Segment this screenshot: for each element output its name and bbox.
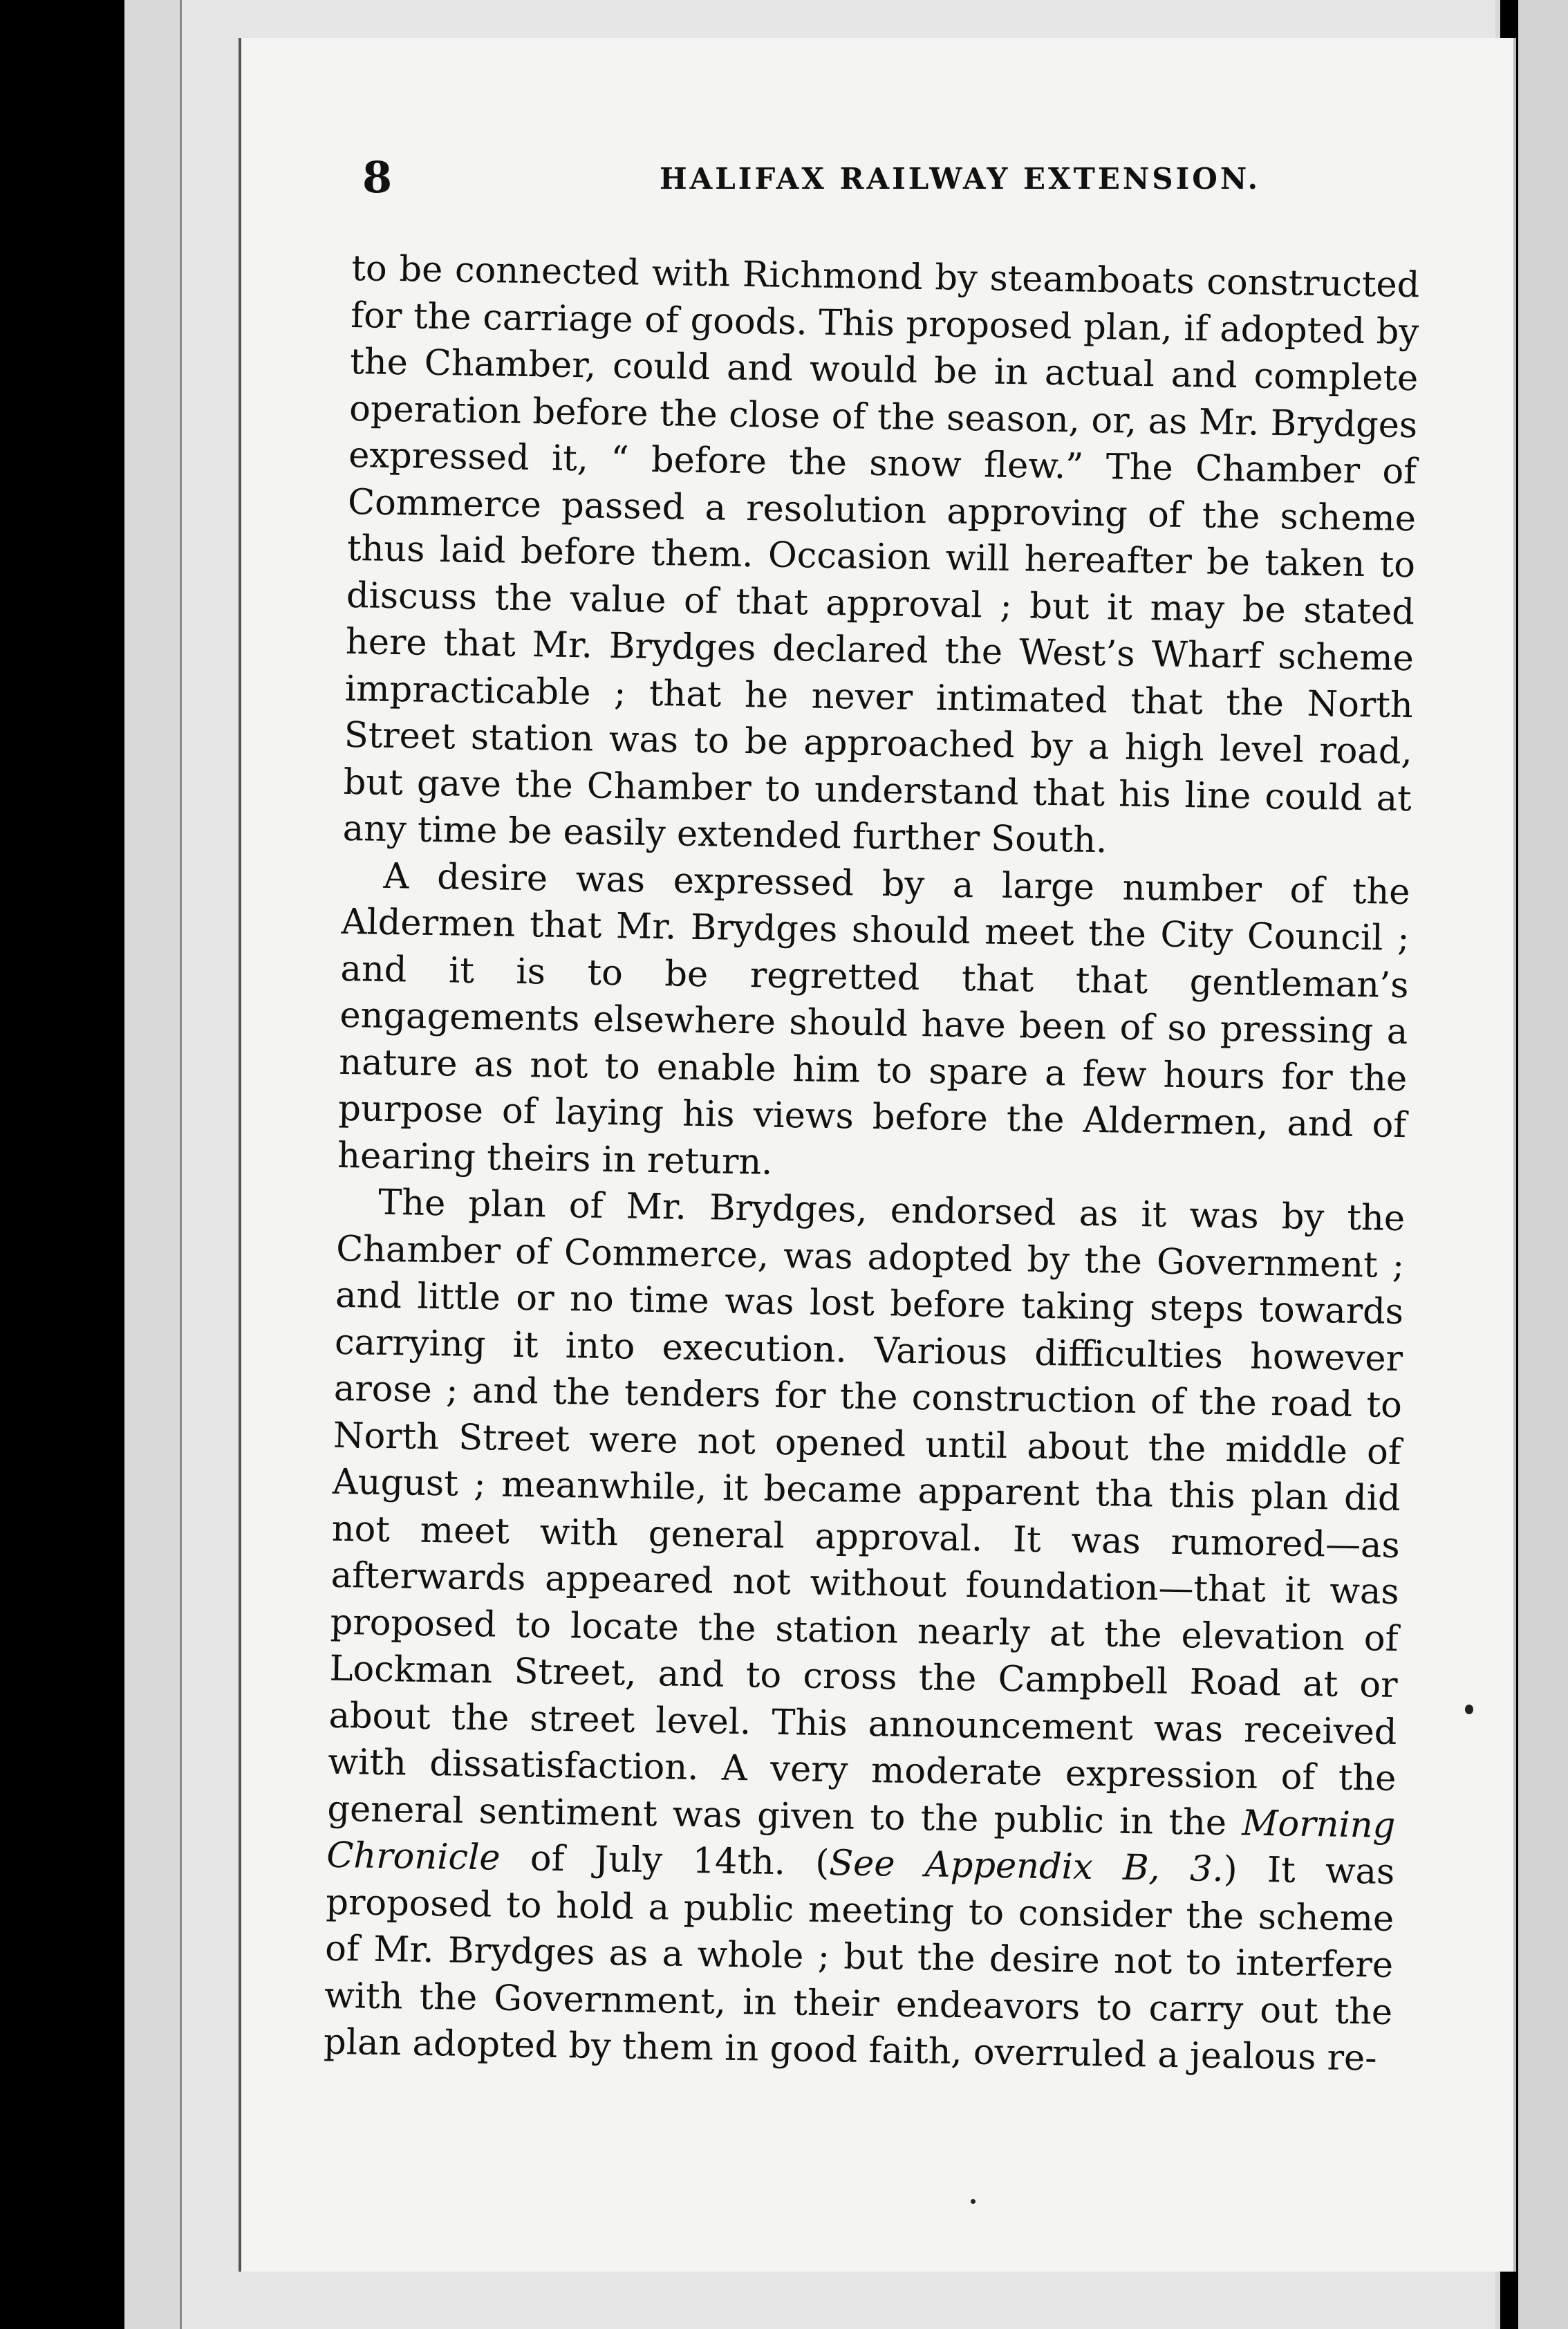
- paragraph-2: A desire was expressed by a large number of the Aldermen that Mr. Brydges should meet the City Council ; and it is to be regretted that that gentleman’s engagements elsewhere should have been of so pressing a nature as not to enable him to spare a few hours for the purpose of laying his views before the Aldermen, and of hearing theirs in return.: [337, 855, 1410, 1183]
- facing-page-strip: [1518, 0, 1568, 2329]
- print-speck: [971, 2199, 976, 2204]
- paragraph-3-part-3: ) It was proposed to hold a public meeting to consider the scheme of Mr. Brydges as a whole ; but the desire not to interfere with the Government, in their endeavors to carry out the plan adopted by them in good faith, overruled a jealous re-: [323, 1849, 1395, 2079]
- paragraph-1: to be connected with Richmond by steamboats constructed for the carriage of goods. This proposed plan, if adopted by the Chamber, could and would be in actual and complete operation before the close of the season, or, as Mr. Brydges expressed it, “ before the snow flew.” The Chamber of Commerce passed a resolution approving of the scheme thus laid before them. Occasion will hereafter be taken to discuss the value of that approval ; but it may be stated here that Mr. Brydges declared the West’s Wharf scheme impracticable ; that he never intimated that the North Street station was to be approached by a high level road, but gave the Chamber to understand that his line could at any time be easily extended further South.: [342, 248, 1420, 862]
- appendix-reference: See Appendix B, 3.: [828, 1843, 1224, 1891]
- running-title: HALIFAX RAILWAY EXTENSION.: [660, 162, 1261, 196]
- paragraph-3: [324, 1179, 1406, 2083]
- book-page: [239, 38, 1516, 2272]
- page-number: 8: [362, 152, 393, 203]
- paragraph-3-part-1: The plan of Mr. Brydges, endorsed as it was by the Chamber of Commerce, was adopted by the Government ; and little or no time was lost before taking steps towards carrying it into execution. Various difficulties however arose ; and the tenders for the construction of the road to North Street were not opened until about the middle of August ; meanwhile, it became apparent tha this plan did not meet with general approval. It was rumored—as afterwards appeared not without foundation—that it was proposed to locate the station nearly at the elevation of Lockman Street, and to cross the Campbell Road at or about the street level. This announcement was received with dissatisfaction. A very moderate expression of the general sentiment was given to the public in the: [327, 1182, 1406, 1844]
- paragraph-3-part-2: of July 14th. (: [500, 1837, 830, 1884]
- running-head: [362, 152, 1399, 207]
- body-text: [324, 245, 1420, 2082]
- newspaper-title: Morning Chronicle: [326, 1803, 1396, 1879]
- print-speck: [1465, 1705, 1473, 1714]
